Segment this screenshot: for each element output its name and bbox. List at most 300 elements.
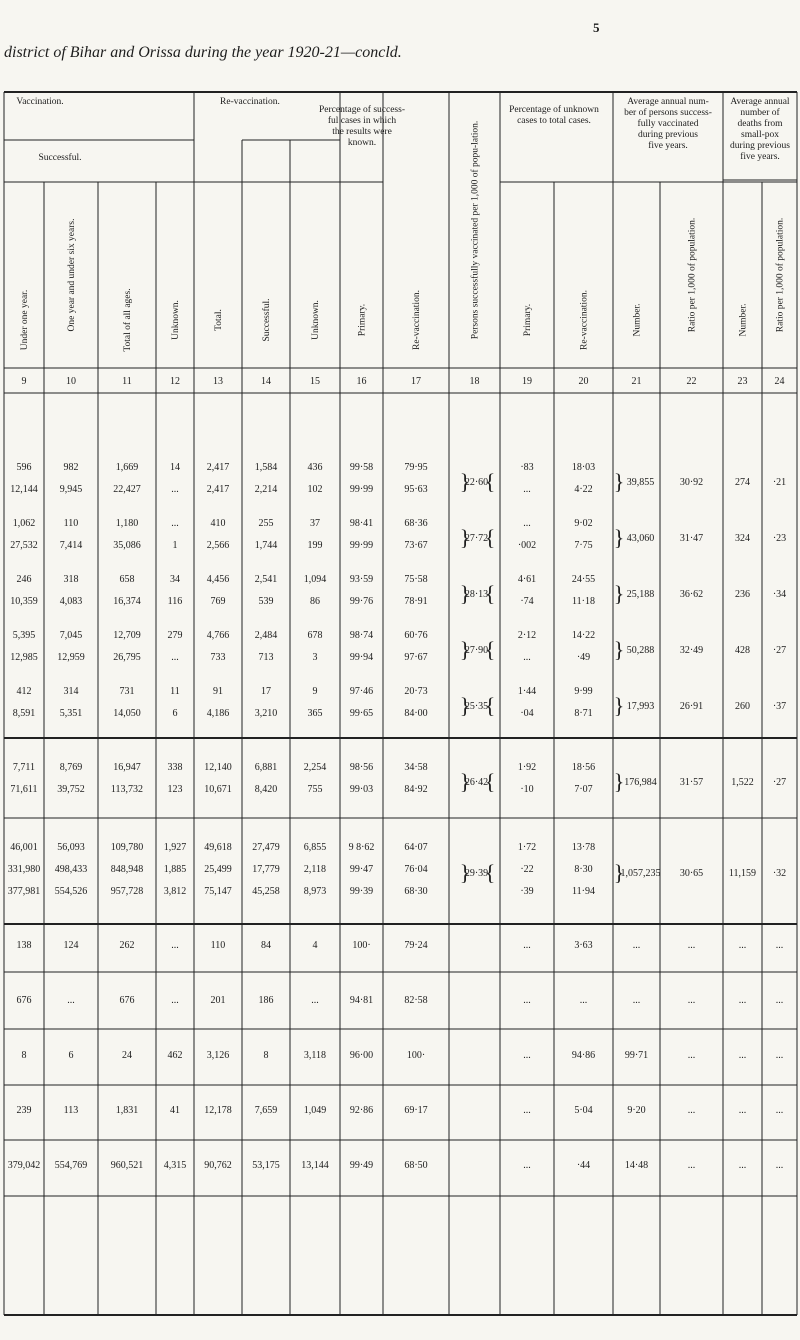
group-cell: 31·57 xyxy=(679,777,704,788)
brace-icon: } xyxy=(459,469,471,494)
brace-icon: } xyxy=(459,581,471,606)
table-cell: 78·91 xyxy=(404,596,428,607)
table-cell: 733 xyxy=(210,652,226,663)
table-cell: 410 xyxy=(210,518,226,529)
table-cell: 94·86 xyxy=(571,1050,596,1061)
table-cell: 2,417 xyxy=(206,484,230,495)
table-cell: 7,414 xyxy=(59,540,83,551)
column-number: 13 xyxy=(213,376,223,387)
group-cell: 1,522 xyxy=(731,777,754,788)
table-cell: 960,521 xyxy=(110,1160,144,1171)
table-cell: ·44 xyxy=(576,1160,591,1171)
table-cell: 41 xyxy=(170,1105,180,1116)
table-cell: ... xyxy=(171,652,179,663)
table-cell: 5,351 xyxy=(59,708,83,719)
table-cell: 9·20 xyxy=(627,1105,646,1116)
table-cell: 379,042 xyxy=(7,1160,41,1171)
table-cell: 1,744 xyxy=(254,540,278,551)
table-cell: 16,947 xyxy=(113,762,141,773)
table-cell: 769 xyxy=(210,596,226,607)
group-cell: 22·60 xyxy=(464,477,489,488)
group-cell: 26·91 xyxy=(679,701,704,712)
header-average-deaths: number of xyxy=(740,108,780,118)
table-cell: 110 xyxy=(63,518,79,529)
page-number: 5 xyxy=(593,20,600,35)
table-cell: ... xyxy=(523,652,531,663)
table-cell: 279 xyxy=(167,630,183,641)
table-cell: 98·74 xyxy=(349,630,374,641)
header-revaccination: Re-vaccination. xyxy=(220,97,280,107)
table-cell: 18·03 xyxy=(571,462,596,473)
table-cell: 13,144 xyxy=(301,1160,329,1171)
column-header: Number. xyxy=(738,303,749,337)
header-average-deaths: during previous xyxy=(730,141,790,151)
table-cell: 2,214 xyxy=(254,484,278,495)
table-cell: ·83 xyxy=(520,462,534,473)
table-cell: 7·07 xyxy=(574,784,593,795)
table-cell: 116 xyxy=(167,596,183,607)
table-cell: 9,945 xyxy=(59,484,83,495)
table-cell: 17,779 xyxy=(252,864,280,875)
table-cell: 982 xyxy=(63,462,79,473)
table-cell: ... xyxy=(523,995,531,1006)
column-header: Primary. xyxy=(523,303,533,337)
group-cell: 50,288 xyxy=(626,645,655,656)
table-cell: 7,711 xyxy=(12,762,36,773)
table-cell: 498,433 xyxy=(54,864,88,875)
column-header: Total. xyxy=(214,309,224,331)
brace-icon: { xyxy=(484,693,496,718)
table-cell: 4 xyxy=(312,940,318,951)
table-cell: 26,795 xyxy=(113,652,141,663)
table-cell: 8·30 xyxy=(574,864,593,875)
table-cell: 3 xyxy=(312,652,318,663)
table-cell: ... xyxy=(687,1160,696,1171)
header-average-vaccinated: fully vaccinated xyxy=(637,119,699,129)
table-cell: 8,769 xyxy=(59,762,83,773)
table-cell: 27,479 xyxy=(252,842,280,853)
table-cell: ... xyxy=(738,1105,747,1116)
table-cell: 20·73 xyxy=(404,686,428,697)
table-cell: 957,728 xyxy=(110,886,144,897)
table-cell: 1·92 xyxy=(517,762,537,773)
table-cell: 9·02 xyxy=(574,518,593,529)
table-cell: 2,566 xyxy=(206,540,230,551)
brace-icon: } xyxy=(613,860,625,885)
table-cell: 9 xyxy=(312,686,318,697)
table-cell: 658 xyxy=(119,574,135,585)
header-percentage-success: known. xyxy=(347,138,377,148)
table-cell: 255 xyxy=(258,518,274,529)
table-cell: 6 xyxy=(68,1050,74,1061)
brace-icon: } xyxy=(613,693,625,718)
table-cell: 731 xyxy=(119,686,135,697)
table-cell: 96·00 xyxy=(349,1050,374,1061)
table-cell: 75,147 xyxy=(204,886,232,897)
table-cell: 75·58 xyxy=(404,574,428,585)
brace-icon: } xyxy=(613,637,625,662)
table-cell: 1·44 xyxy=(517,686,537,697)
table-cell: ... xyxy=(687,995,696,1006)
table-cell: 2,254 xyxy=(303,762,327,773)
brace-icon: } xyxy=(613,769,625,794)
table-cell: 99·99 xyxy=(349,484,374,495)
table-cell: 462 xyxy=(167,1050,183,1061)
table-cell: 14·22 xyxy=(571,630,596,641)
group-cell: 260 xyxy=(735,701,750,712)
brace-icon: } xyxy=(459,693,471,718)
table-cell: 412 xyxy=(16,686,32,697)
table-cell: 73·67 xyxy=(404,540,428,551)
table-cell: ·002 xyxy=(517,540,537,551)
group-cell: ·27 xyxy=(772,777,787,788)
table-cell: 3,210 xyxy=(254,708,278,719)
table-cell: 138 xyxy=(16,940,32,951)
table-cell: ... xyxy=(632,995,641,1006)
table-cell: 98·56 xyxy=(349,762,374,773)
table-cell: 239 xyxy=(16,1105,32,1116)
group-cell: 36·62 xyxy=(679,589,704,600)
table-cell: 90,762 xyxy=(204,1160,232,1171)
table-cell: ... xyxy=(171,995,179,1006)
table-cell: 39,752 xyxy=(57,784,85,795)
table-cell: 9·99 xyxy=(574,686,593,697)
table-cell: ... xyxy=(687,940,696,951)
table-cell: 4,186 xyxy=(206,708,230,719)
table-cell: 2·12 xyxy=(517,630,537,641)
group-cell: 26·42 xyxy=(464,777,489,788)
table-cell: 7·75 xyxy=(574,540,593,551)
table-cell: 12,985 xyxy=(10,652,38,663)
column-number: 15 xyxy=(310,376,320,387)
table-cell: ·39 xyxy=(520,886,534,897)
table-cell: 98·41 xyxy=(349,518,374,529)
table-cell: 678 xyxy=(307,630,323,641)
group-cell: 17,993 xyxy=(626,701,655,712)
table-cell: 3,118 xyxy=(303,1050,327,1061)
table-cell: 596 xyxy=(16,462,32,473)
group-cell: 1,057,235 xyxy=(620,868,661,879)
table-cell: 84·00 xyxy=(404,708,428,719)
table-cell: 12,178 xyxy=(204,1105,232,1116)
table-cell: 100· xyxy=(406,1050,426,1061)
table-cell: 2,541 xyxy=(254,574,278,585)
table-cell: 14·48 xyxy=(624,1160,649,1171)
group-cell: 30·65 xyxy=(679,868,704,879)
table-cell: 60·76 xyxy=(404,630,428,641)
brace-icon: { xyxy=(484,525,496,550)
group-cell: ·21 xyxy=(772,477,787,488)
table-cell: ... xyxy=(523,484,531,495)
table-cell: 3·63 xyxy=(574,940,593,951)
table-cell: 68·30 xyxy=(404,886,428,897)
column-number: 18 xyxy=(469,376,480,387)
table-cell: ... xyxy=(775,1105,784,1116)
table-cell: 9 8·62 xyxy=(348,842,375,853)
group-cell: 428 xyxy=(735,645,750,656)
header-average-deaths: deaths from xyxy=(737,119,783,129)
column-header: Under one year. xyxy=(20,289,30,351)
table-cell: 186 xyxy=(258,995,274,1006)
table-cell: 318 xyxy=(63,574,79,585)
column-header: Primary. xyxy=(357,303,368,337)
table-cell: 4,083 xyxy=(59,596,83,607)
table-cell: 2,417 xyxy=(206,462,230,473)
column-number: 9 xyxy=(21,376,27,387)
table-cell: ... xyxy=(67,995,75,1006)
table-cell: 91 xyxy=(213,686,223,697)
table-cell: 262 xyxy=(119,940,135,951)
table-cell: 676 xyxy=(16,995,32,1006)
table-cell: 99·39 xyxy=(349,886,374,897)
brace-icon: } xyxy=(459,637,471,662)
header-persons-vaccinated: Persons successfully vaccinated per 1,000 of popu-lation. xyxy=(470,120,481,340)
column-number: 19 xyxy=(522,376,532,387)
table-cell: 5·04 xyxy=(574,1105,593,1116)
brace-icon: } xyxy=(459,860,471,885)
header-average-deaths: Average annual xyxy=(730,97,790,107)
table-cell: 848,948 xyxy=(110,864,144,875)
group-cell: 27·90 xyxy=(464,645,489,656)
group-cell: ·27 xyxy=(772,645,787,656)
column-header: Unknown. xyxy=(171,300,181,340)
table-cell: 84·92 xyxy=(404,784,428,795)
brace-icon: { xyxy=(484,581,496,606)
table-cell: 100· xyxy=(352,940,371,951)
table-cell: 331,980 xyxy=(7,864,41,875)
table-cell: 99·58 xyxy=(349,462,374,473)
table-cell: 22,427 xyxy=(113,484,141,495)
table-cell: ... xyxy=(523,1050,531,1061)
header-percentage-unknown: cases to total cases. xyxy=(517,116,591,126)
table-cell: ... xyxy=(523,518,531,529)
table-cell: ·74 xyxy=(520,596,534,607)
group-cell: 32·49 xyxy=(679,645,704,656)
table-cell: 4,766 xyxy=(206,630,230,641)
table-cell: 124 xyxy=(63,940,79,951)
table-cell: ... xyxy=(311,995,319,1006)
table-cell: 14 xyxy=(170,462,180,473)
table-cell: 199 xyxy=(307,540,323,551)
brace-icon: { xyxy=(484,469,496,494)
table-cell: ... xyxy=(775,940,784,951)
brace-icon: } xyxy=(613,469,625,494)
group-cell: 29·39 xyxy=(464,868,489,879)
table-cell: 68·36 xyxy=(404,518,428,529)
table-cell: 365 xyxy=(307,708,323,719)
table-cell: ... xyxy=(738,995,747,1006)
column-number: 24 xyxy=(774,376,785,387)
table-cell: ... xyxy=(171,484,179,495)
table-cell: 12,959 xyxy=(57,652,85,663)
table-cell: 46,001 xyxy=(10,842,38,853)
table-cell: 436 xyxy=(307,462,323,473)
header-percentage-success: ful cases in which xyxy=(327,116,397,126)
group-cell: 11,159 xyxy=(728,868,757,879)
table-cell: 377,981 xyxy=(7,886,41,897)
table-cell: 8 xyxy=(263,1050,269,1061)
group-cell: ·34 xyxy=(772,589,787,600)
table-cell: 1,669 xyxy=(115,462,139,473)
table-cell: 18·56 xyxy=(571,762,596,773)
table-cell: ·49 xyxy=(576,652,591,663)
table-cell: 79·95 xyxy=(404,462,428,473)
group-cell: 176,984 xyxy=(624,777,657,788)
table-cell: 64·07 xyxy=(404,842,428,853)
brace-icon: } xyxy=(459,769,471,794)
column-header: Successful. xyxy=(262,298,272,342)
table-cell: ... xyxy=(632,940,641,951)
table-cell: 16,374 xyxy=(113,596,141,607)
table-cell: 755 xyxy=(307,784,323,795)
table-cell: 109,780 xyxy=(110,842,144,853)
brace-icon: } xyxy=(459,525,471,550)
table-cell: 8,591 xyxy=(12,708,36,719)
table-cell: 11·18 xyxy=(572,596,595,607)
column-header: Total of all ages. xyxy=(123,288,133,352)
table-cell: ... xyxy=(775,995,784,1006)
table-cell: 56,093 xyxy=(57,842,85,853)
table-cell: 1,180 xyxy=(115,518,139,529)
group-cell: 25·35 xyxy=(464,701,489,712)
table-cell: 2,118 xyxy=(303,864,327,875)
table-cell: 35,086 xyxy=(113,540,141,551)
table-cell: 11 xyxy=(170,686,180,697)
table-cell: 102 xyxy=(307,484,323,495)
table-cell: 10,359 xyxy=(10,596,38,607)
table-cell: 113 xyxy=(63,1105,79,1116)
header-average-vaccinated: Average annual num- xyxy=(627,97,709,107)
table-cell: ... xyxy=(523,1105,531,1116)
table-cell: 24·55 xyxy=(571,574,596,585)
table-cell: 1,049 xyxy=(303,1105,327,1116)
table-cell: 99·03 xyxy=(349,784,374,795)
brace-icon: } xyxy=(613,525,625,550)
group-cell: 39,855 xyxy=(626,477,655,488)
group-cell: 30·92 xyxy=(679,477,704,488)
column-number: 21 xyxy=(631,376,642,387)
column-header: Unknown. xyxy=(311,300,321,340)
column-number: 16 xyxy=(356,376,367,387)
column-number: 20 xyxy=(578,376,589,387)
table-cell: 1 xyxy=(172,540,178,551)
table-cell: 7,659 xyxy=(254,1105,278,1116)
table-cell: ... xyxy=(738,940,747,951)
table-cell: 6,855 xyxy=(303,842,327,853)
table-cell: 8,973 xyxy=(303,886,327,897)
header-successful: Successful. xyxy=(38,153,82,163)
column-header: Re-vaccination. xyxy=(579,290,590,350)
table-cell: 11·94 xyxy=(572,886,595,897)
table-cell: 69·17 xyxy=(404,1105,428,1116)
table-cell: ... xyxy=(738,1160,747,1171)
table-cell: 5,395 xyxy=(12,630,36,641)
group-cell: 27·72 xyxy=(464,533,489,544)
table-cell: ... xyxy=(523,940,531,951)
table-cell: 13·78 xyxy=(571,842,596,853)
column-number: 11 xyxy=(122,376,132,387)
table-cell: 1,885 xyxy=(163,864,187,875)
table-cell: 84 xyxy=(261,940,271,951)
group-cell: 31·47 xyxy=(679,533,704,544)
column-header: Re-vaccination. xyxy=(412,290,422,350)
table-cell: 1,062 xyxy=(12,518,36,529)
table-cell: 86 xyxy=(310,596,320,607)
table-cell: 10,671 xyxy=(204,784,232,795)
column-number: 14 xyxy=(261,376,271,387)
table-cell: 8,420 xyxy=(254,784,278,795)
table-cell: 8·71 xyxy=(574,708,593,719)
table-cell: 99·76 xyxy=(349,596,374,607)
table-cell: 4,456 xyxy=(206,574,230,585)
header-percentage-success: the results were xyxy=(332,127,392,137)
table-cell: 1,094 xyxy=(303,574,327,585)
table-cell: 92·86 xyxy=(349,1105,374,1116)
table-cell: 6 xyxy=(172,708,178,719)
header-average-deaths: small-pox xyxy=(741,130,779,140)
table-cell: ·04 xyxy=(520,708,534,719)
table-cell: 99·94 xyxy=(349,652,374,663)
table-cell: 201 xyxy=(210,995,226,1006)
table-cell: 93·59 xyxy=(349,574,374,585)
table-cell: 1,831 xyxy=(115,1105,139,1116)
table-cell: 45,258 xyxy=(252,886,280,897)
table-cell: 4·22 xyxy=(574,484,593,495)
table-cell: 34·58 xyxy=(404,762,428,773)
table-cell: 34 xyxy=(170,574,180,585)
column-number: 17 xyxy=(411,376,421,387)
table-cell: 713 xyxy=(258,652,274,663)
table-cell: 94·81 xyxy=(349,995,374,1006)
header-average-vaccinated: five years. xyxy=(648,141,688,151)
table-cell: 17 xyxy=(261,686,271,697)
table-cell: ... xyxy=(579,995,588,1006)
table-cell: 49,618 xyxy=(204,842,232,853)
column-number: 23 xyxy=(737,376,748,387)
table-cell: 246 xyxy=(16,574,32,585)
table-cell: 68·50 xyxy=(404,1160,428,1171)
header-percentage-success: Percentage of success- xyxy=(319,105,405,115)
column-header: Ratio per 1,000 of population. xyxy=(687,217,698,333)
column-number: 10 xyxy=(66,376,76,387)
table-cell: 554,769 xyxy=(54,1160,88,1171)
table-cell: 79·24 xyxy=(404,940,428,951)
table-cell: 12,144 xyxy=(10,484,38,495)
header-average-deaths: five years. xyxy=(740,152,780,162)
table-cell: 338 xyxy=(167,762,183,773)
table-cell: 4,315 xyxy=(163,1160,187,1171)
table-cell: ... xyxy=(171,518,179,529)
header-average-vaccinated: during previous xyxy=(638,130,698,140)
table-cell: 2,484 xyxy=(254,630,278,641)
table-cell: 113,732 xyxy=(110,784,144,795)
table-cell: 14,050 xyxy=(113,708,141,719)
group-cell: 28·13 xyxy=(464,589,489,600)
brace-icon: { xyxy=(484,769,496,794)
table-cell: ... xyxy=(775,1050,784,1061)
brace-icon: } xyxy=(613,581,625,606)
group-cell: ·32 xyxy=(772,868,787,879)
table-cell: 8 xyxy=(21,1050,27,1061)
column-number: 12 xyxy=(170,376,180,387)
column-header: Ratio per 1,000 of population. xyxy=(775,217,786,333)
group-cell: 43,060 xyxy=(626,533,655,544)
table-cell: 25,499 xyxy=(204,864,232,875)
table-cell: ... xyxy=(738,1050,747,1061)
header-percentage-unknown: Percentage of unknown xyxy=(509,105,599,115)
table-cell: 99·71 xyxy=(624,1050,649,1061)
column-header: Number. xyxy=(632,303,643,337)
